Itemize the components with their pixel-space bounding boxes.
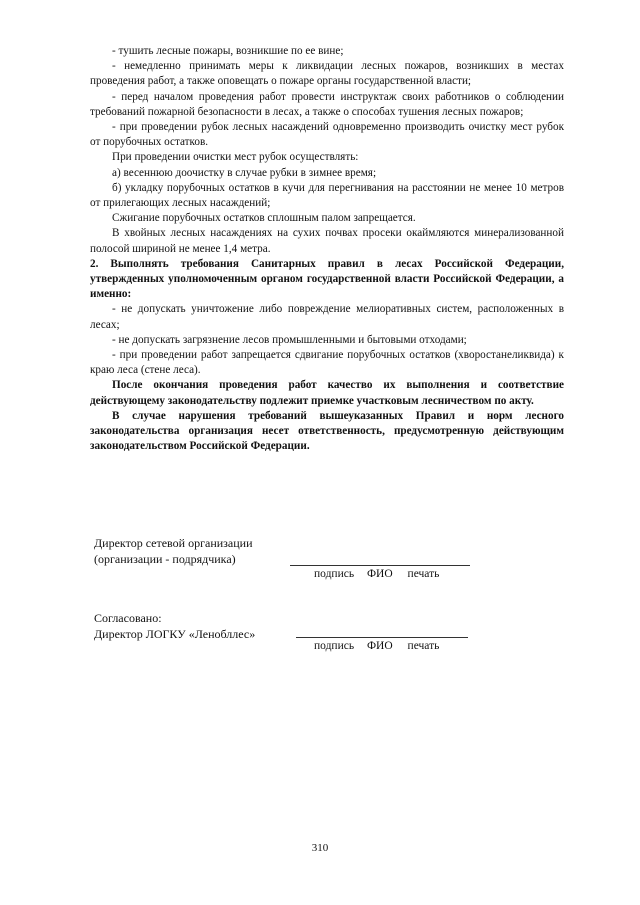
- paragraph-bold: В случае нарушения требований вышеуказанных Правил и норм лесного законодательства организация несет ответственность, предусмотренную действующим законодательством Российской Федерации.: [90, 409, 564, 453]
- signature-block-contractor: [94, 535, 253, 567]
- signatory-title: Директор ЛОГКУ «Ленобллес»: [94, 627, 256, 641]
- caption-stamp: печать: [407, 568, 440, 580]
- paragraph: Сжигание порубочных остатков сплошным палом запрещается.: [112, 212, 416, 225]
- signature-line: [296, 637, 468, 638]
- signature-captions: [314, 567, 439, 581]
- signature-captions: [314, 639, 439, 653]
- caption-signature: подпись: [314, 640, 355, 652]
- signatory-title: Директор сетевой организации: [94, 536, 253, 550]
- paragraph: - немедленно принимать меры к ликвидации лесных пожаров, возникших в местах проведения работ, а также оповещать о пожаре органы государственной власти;: [90, 60, 564, 88]
- signature-line: [290, 565, 470, 566]
- paragraph: - не допускать загрязнение лесов промышленными и бытовыми отходами;: [112, 333, 467, 346]
- caption-signature: подпись: [314, 568, 355, 580]
- paragraph: а) весеннюю доочистку в случае рубки в зимнее время;: [112, 166, 377, 179]
- signature-block-approval: [94, 610, 255, 642]
- document-body: [90, 44, 564, 454]
- paragraph: - при проведении рубок лесных насаждений одновременно производить очистку мест рубок от порубочных остатков.: [90, 121, 564, 149]
- caption-name: ФИО: [366, 568, 393, 580]
- paragraph-bold: После окончания проведения работ качество их выполнения и соответствие действующему законодательству подлежит приемке участковым лесничеством по акту.: [90, 379, 564, 407]
- paragraph: б) укладку порубочных остатков в кучи для перегнивания на расстоянии не менее 10 метров от прилегающих лесных насаждений;: [90, 181, 564, 210]
- caption-stamp: печать: [407, 640, 440, 652]
- paragraph: В хвойных лесных насаждениях на сухих почвах просеки окаймляются минерализованной полосой шириной не менее 1,4 метра.: [90, 227, 564, 255]
- approval-label: Согласовано:: [94, 611, 162, 625]
- paragraph: - перед началом проведения работ провести инструктаж своих работников о соблюдении требований пожарной безопасности в лесах, а также о способах тушения лесных пожаров;: [90, 90, 564, 118]
- section-heading: 2. Выполнять требования Санитарных правил в лесах Российской Федерации, утвержденных уполномоченным органом государственной власти Российской Федерации, а именно:: [90, 257, 564, 301]
- caption-name: ФИО: [366, 640, 393, 652]
- paragraph: - тушить лесные пожары, возникшие по ее вине;: [112, 45, 344, 57]
- paragraph: - не допускать уничтожение либо повреждение мелиоративных систем, расположенных в лесах;: [90, 303, 564, 331]
- paragraph: - при проведении работ запрещается сдвигание порубочных остатков (хворостанеликвида) к краю леса (стене леса).: [90, 349, 564, 377]
- page-number: 310: [311, 842, 329, 854]
- signatory-subtitle: (организации - подрядчика): [94, 552, 236, 566]
- paragraph: При проведении очистки мест рубок осуществлять:: [112, 151, 359, 164]
